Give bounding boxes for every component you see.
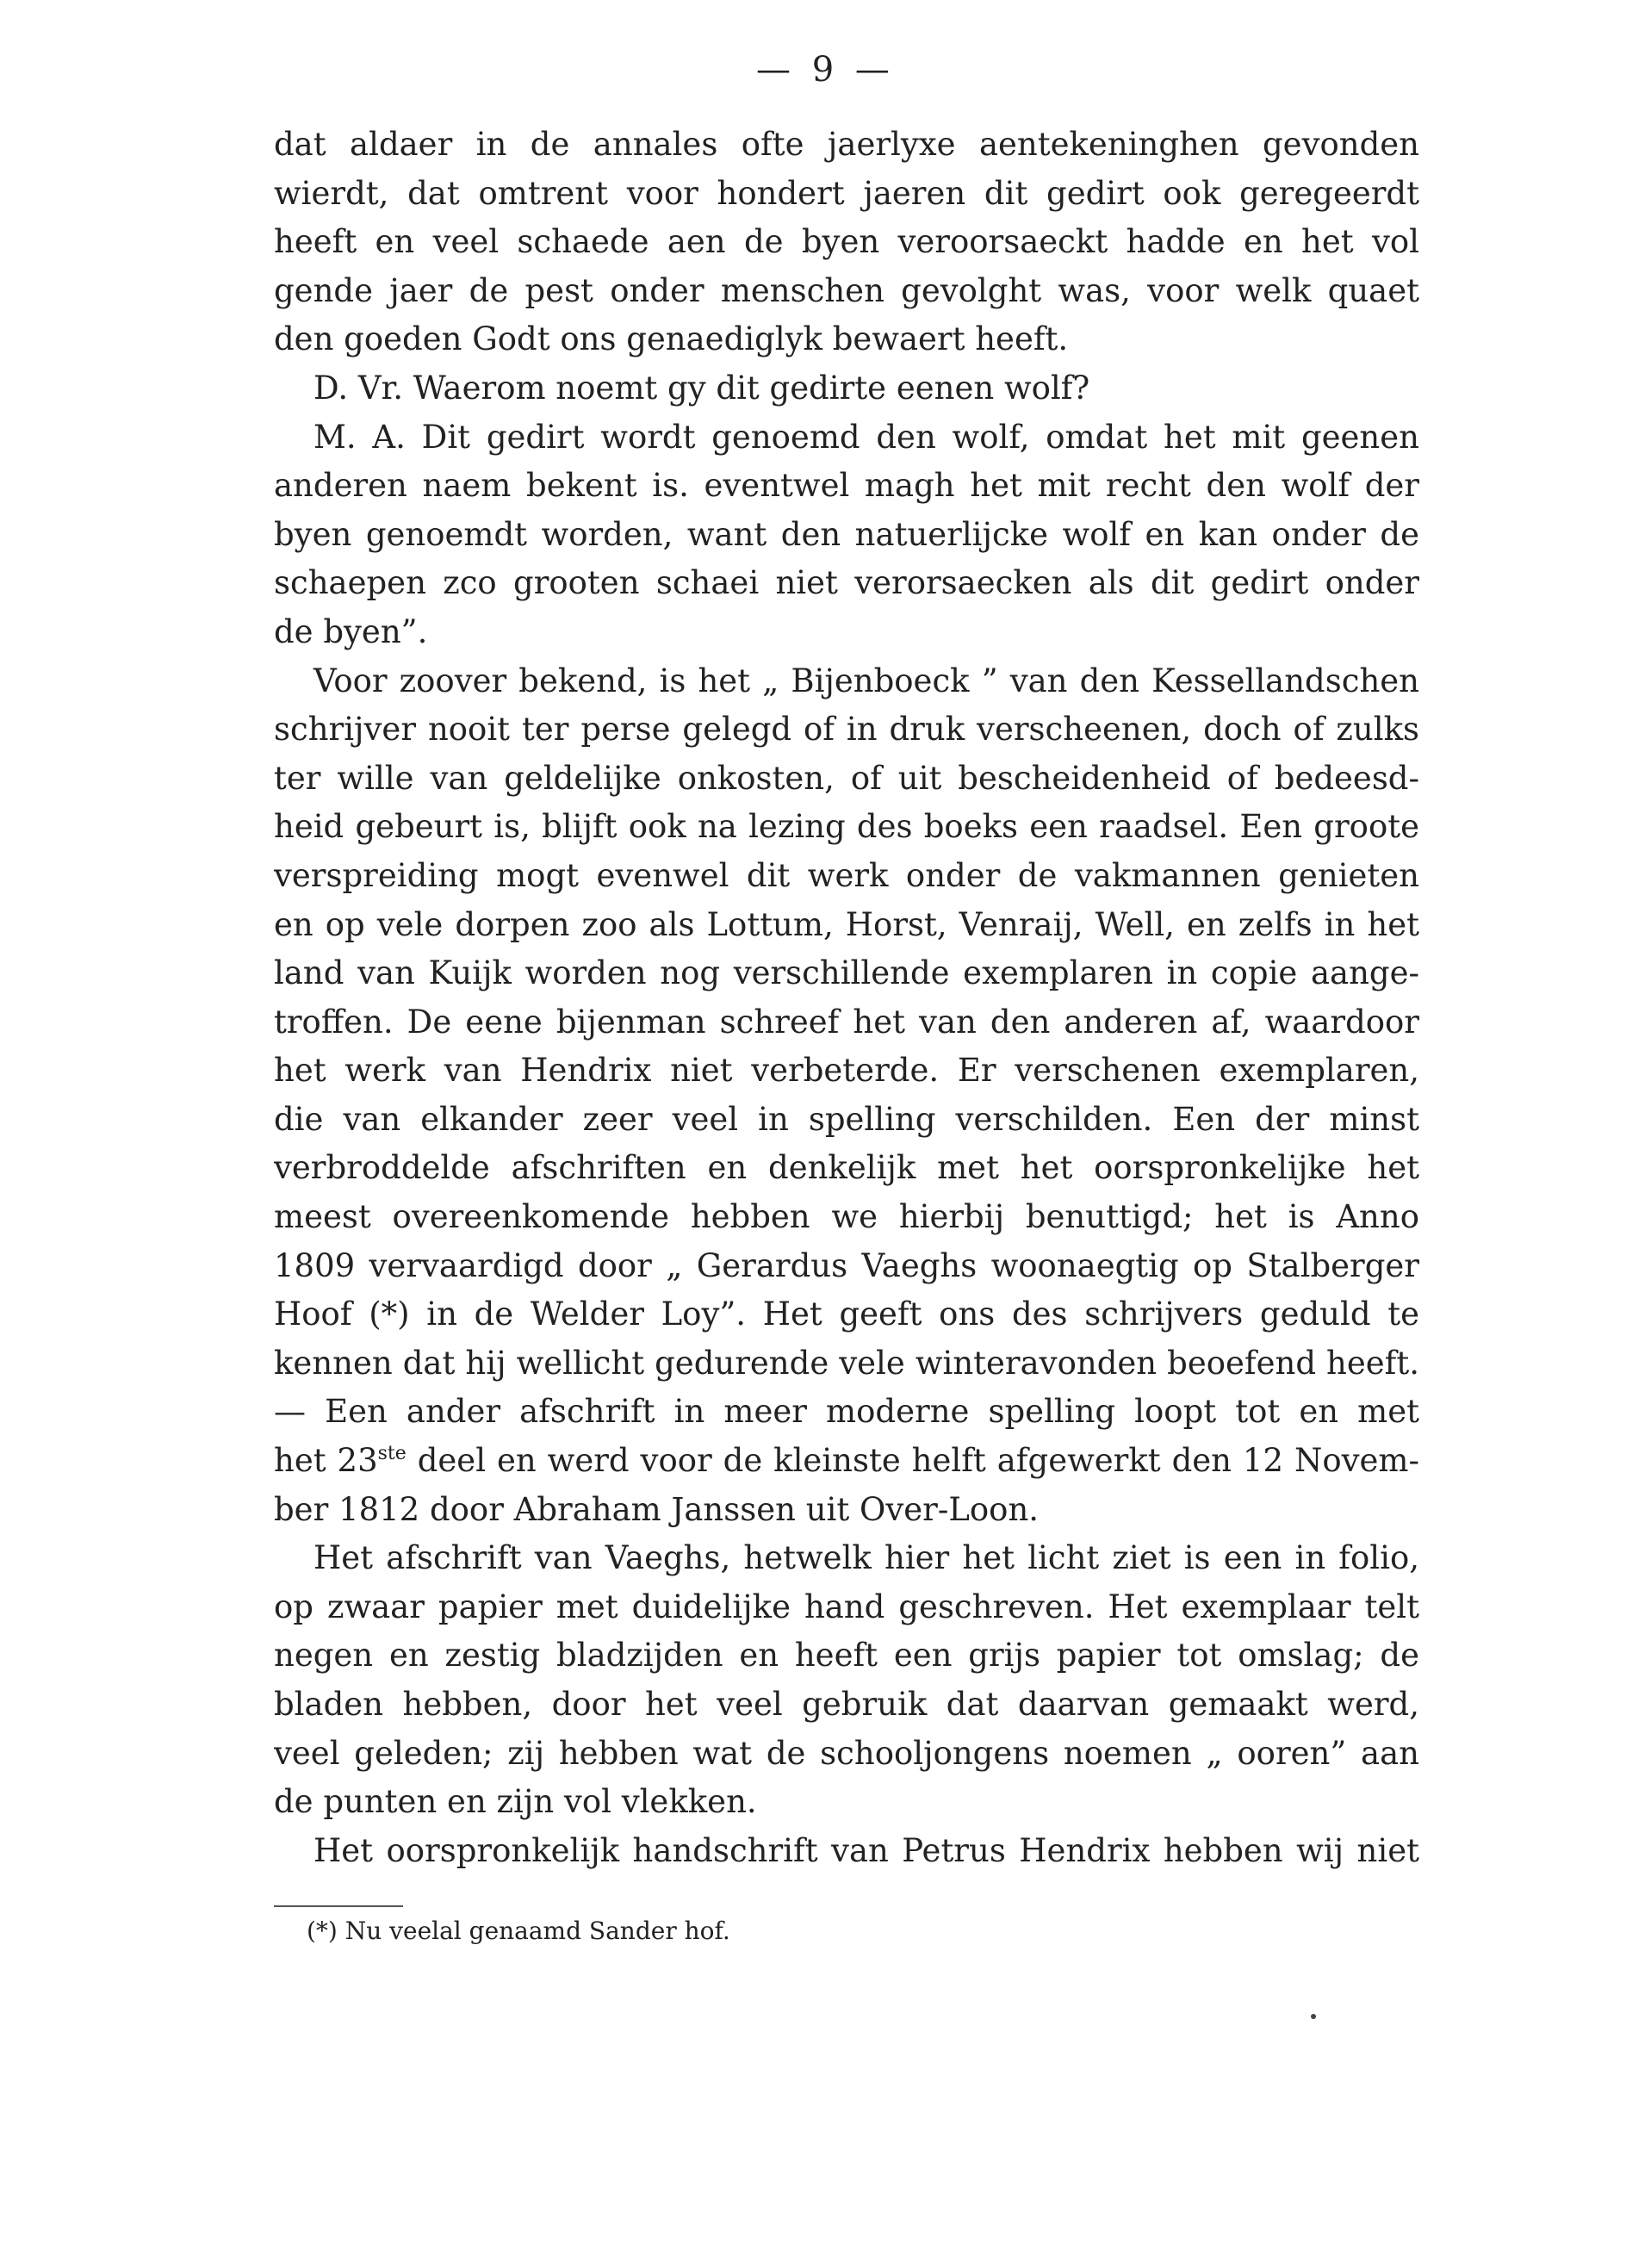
- text-line: negen en zestig bladzijden en heeft een grijs papier tot omslag; de: [274, 1637, 1419, 1675]
- text-line: verspreiding mogt evenwel dit werk onder de vakmannen genieten: [274, 856, 1419, 894]
- footnote: (*) Nu veelal genaamd Sander hof.: [307, 1917, 730, 1945]
- footnote-divider: [274, 1905, 403, 1907]
- paragraph-handschrift: [274, 1827, 1419, 1876]
- text-line: schrijver nooit ter perse gelegd of in druk verscheenen, doch of zulks: [274, 711, 1419, 749]
- text-line: dat aldaer in de annales ofte jaerlyxe aentekeninghen gevonden: [274, 126, 1419, 163]
- text-line: de byen”.: [274, 612, 428, 650]
- page-number: — 9 —: [756, 50, 895, 90]
- text-line: ber 1812 door Abraham Janssen uit Over-Loon.: [274, 1490, 1040, 1528]
- text-line: heid gebeurt is, blijft ook na lezing des boeks een raadsel. Een groote: [274, 808, 1419, 846]
- text-line: en op vele dorpen zoo als Lottum, Horst, Venraij, Well, en zelfs in het: [274, 905, 1419, 943]
- text-line: ter wille van geldelijke onkosten, of uit bescheidenheid of bedeesd-: [274, 759, 1419, 797]
- text-line: schaepen zco grooten schaei niet verorsaecken als dit gedirt onder: [274, 564, 1419, 602]
- text-fragment: het 23: [274, 1442, 378, 1480]
- paragraph-question: [274, 364, 1419, 413]
- text-line: Het oorspronkelijk handschrift van Petrus Hendrix hebben wij niet: [313, 1831, 1419, 1869]
- ink-speck: [1311, 2014, 1316, 2019]
- text-line: de punten en zijn vol vlekken.: [274, 1783, 757, 1821]
- text-line: het werk van Hendrix niet verbeterde. Er verschenen exemplaren,: [274, 1052, 1419, 1090]
- paragraph-answer: [274, 413, 1419, 657]
- text-line: Hoof (*) in de Welder Loy”. Het geeft ons des schrijvers geduld te: [274, 1296, 1419, 1333]
- text-line: op zwaar papier met duidelijke hand geschreven. Het exemplaar telt: [274, 1588, 1419, 1625]
- text-line: bladen hebben, door het veel gebruik dat daarvan gemaakt werd,: [274, 1686, 1419, 1723]
- text-line: troffen. De eene bijenman schreef het van den anderen af, waardoor: [274, 1003, 1419, 1041]
- text-line: wierdt, dat omtrent voor hondert jaeren dit gedirt ook geregeerdt: [274, 174, 1419, 212]
- text-line: veel geleden; zij hebben wat de schooljongens noemen „ ooren” aan: [274, 1734, 1419, 1772]
- text-line: [274, 1437, 1419, 1486]
- text-line: land van Kuijk worden nog verschillende exemplaren in copie aange-: [274, 954, 1419, 992]
- paragraph-bijenboeck: [274, 657, 1419, 1535]
- text-line: 1809 vervaardigd door „ Gerardus Vaeghs woonaegtig op Stalberger: [274, 1246, 1419, 1284]
- text-line: — Een ander afschrift in meer moderne spelling loopt tot en met: [274, 1393, 1419, 1431]
- text-line: verbroddelde afschriften en denkelijk met het oorspronkelijke het: [274, 1149, 1419, 1187]
- text-line: Voor zoover bekend, is het „ Bijenboeck ” van den Kessellandschen: [313, 662, 1419, 699]
- text-line: Het afschrift van Vaeghs, hetwelk hier het licht ziet is een in folio,: [313, 1539, 1419, 1577]
- text-line: die van elkander zeer veel in spelling verschilden. Een der minst: [274, 1100, 1419, 1138]
- text-line: heeft en veel schaede aen de byen veroorsaeckt hadde en het vol: [274, 223, 1419, 261]
- paragraph-afschrift: [274, 1534, 1419, 1827]
- superscript-ordinal: ste: [377, 1443, 407, 1465]
- text-line: kennen dat hij wellicht gedurende vele winteravonden beoefend heeft.: [274, 1344, 1419, 1382]
- text-line: meest overeenkomende hebben we hierbij benuttigd; het is Anno: [274, 1198, 1419, 1236]
- body-text: [274, 121, 1419, 1875]
- text-fragment: deel en werd voor de kleinste helft afgewerkt den 12 Novem-: [406, 1442, 1419, 1480]
- text-line: gende jaer de pest onder menschen gevolght was, voor welk quaet: [274, 271, 1419, 309]
- text-line: den goeden Godt ons genaediglyk bewaert heeft.: [274, 320, 1069, 358]
- text-line: D. Vr. Waerom noemt gy dit gedirte eenen wolf?: [313, 369, 1090, 407]
- text-line: M. A. Dit gedirt wordt genoemd den wolf, omdat het mit geenen: [313, 418, 1419, 456]
- paragraph-continuation: [274, 121, 1419, 364]
- text-line: byen genoemdt worden, want den natuerlijcke wolf en kan onder de: [274, 515, 1419, 553]
- text-line: anderen naem bekent is. eventwel magh het mit recht den wolf der: [274, 467, 1419, 505]
